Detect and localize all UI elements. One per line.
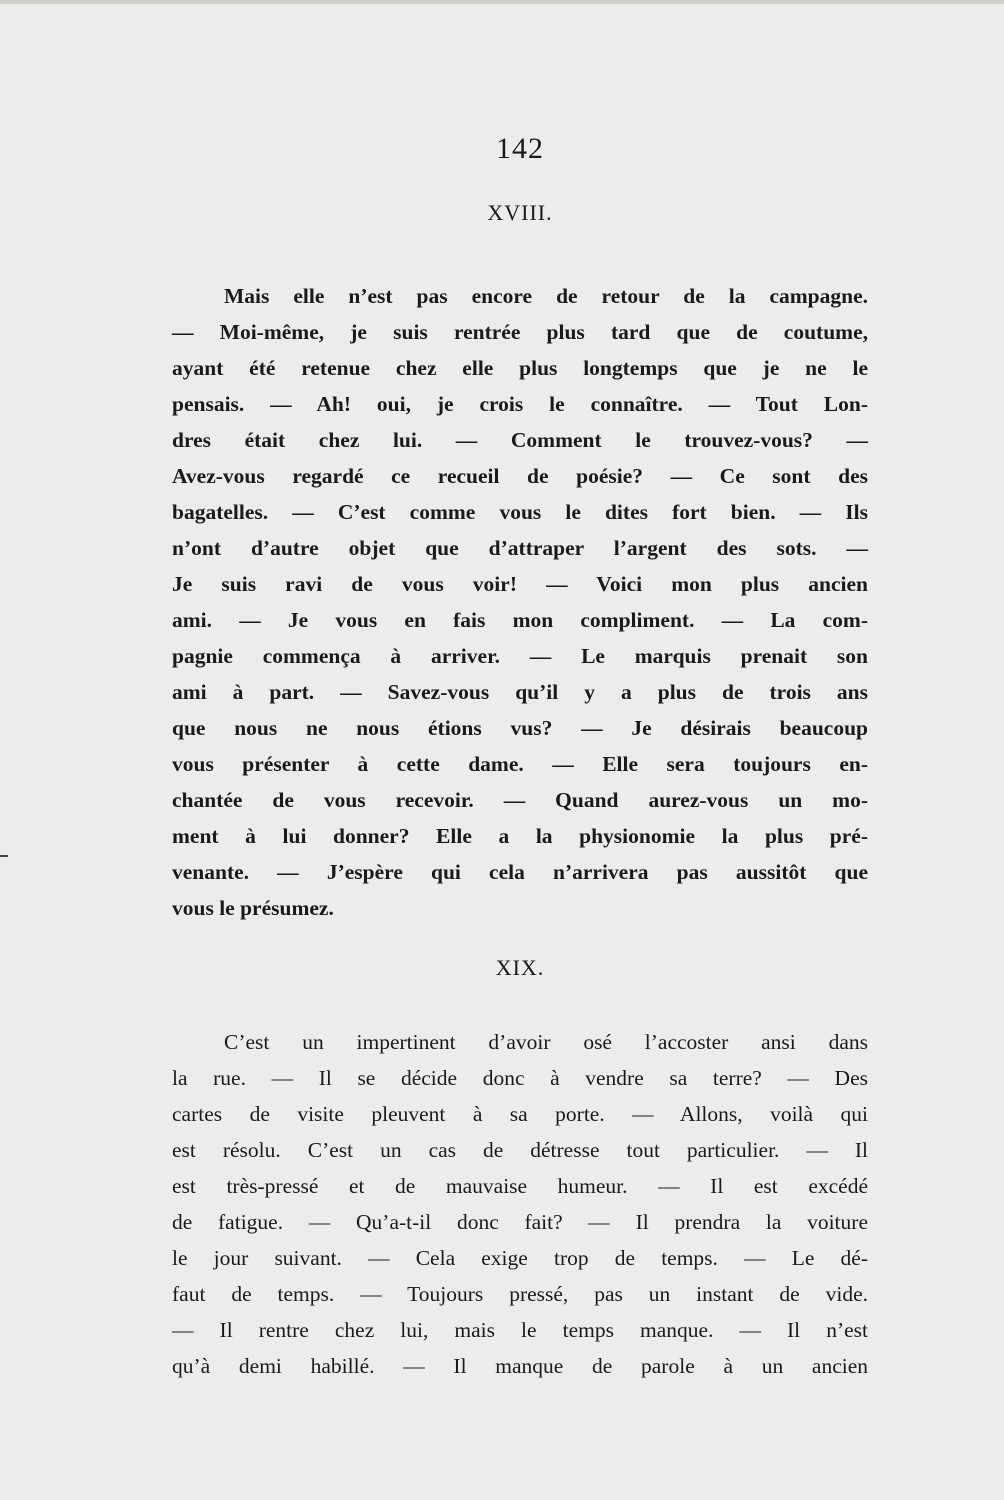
text-line: faut de temps. — Toujours pressé, pas un instant de vide. [172,1282,868,1306]
text-line: chantée de vous recevoir. — Quand aurez-vous un mo- [172,788,868,812]
text-line: cartes de visite pleuvent à sa porte. — Allons, voilà qui [172,1102,868,1126]
section-heading-xix: XIX. [495,955,545,980]
section-heading-xviii: XVIII. [487,200,553,225]
text-line: ment à lui donner? Elle a la physionomie la plus pré- [172,824,868,848]
text-line: Mais elle n’est pas encore de retour de la campagne. [224,284,868,308]
section-xix-text [172,1024,868,1384]
section-xviii-text [172,278,868,926]
text-line: que nous ne nous étions vus? — Je désirais beaucoup [172,716,868,740]
text-line: est résolu. C’est un cas de détresse tout particulier. — Il [172,1138,868,1162]
text-line: ayant été retenue chez elle plus longtemps que je ne le [172,356,868,380]
text-line: dres était chez lui. — Comment le trouvez-vous? — [172,428,868,452]
text-line: — Il rentre chez lui, mais le temps manque. — Il n’est [172,1318,868,1342]
text-line: ami. — Je vous en fais mon compliment. — La com- [172,608,868,632]
text-line: vous présenter à cette dame. — Elle sera toujours en- [172,752,868,776]
text-line: — Moi-même, je suis rentrée plus tard que de coutume, [172,320,868,344]
text-line: venante. — J’espère qui cela n’arrivera pas aussitôt que [172,860,868,884]
text-line: de fatigue. — Qu’a-t-il donc fait? — Il prendra la voiture [172,1210,868,1234]
text-line: ami à part. — Savez-vous qu’il y a plus de trois ans [172,680,868,704]
page-top-edge [0,0,1004,4]
text-line: est très-pressé et de mauvaise humeur. — Il est excédé [172,1174,868,1198]
text-line: pagnie commença à arriver. — Le marquis prenait son [172,644,868,668]
text-line: Avez-vous regardé ce recueil de poésie? — Ce sont des [172,464,868,488]
text-line: Je suis ravi de vous voir! — Voici mon plus ancien [172,572,868,596]
text-line: qu’à demi habillé. — Il manque de parole à un ancien [172,1354,868,1378]
margin-mark [0,855,8,857]
text-line: le jour suivant. — Cela exige trop de temps. — Le dé- [172,1246,868,1270]
text-line: C’est un impertinent d’avoir osé l’accoster ansi dans [224,1030,868,1054]
text-line: vous le présumez. [172,896,334,920]
text-line: pensais. — Ah! oui, je crois le connaître. — Tout Lon- [172,392,868,416]
text-line: n’ont d’autre objet que d’attraper l’argent des sots. — [172,536,868,560]
page-number: 142 [496,132,544,165]
text-line: la rue. — Il se décide donc à vendre sa terre? — Des [172,1066,868,1090]
text-line: bagatelles. — C’est comme vous le dites fort bien. — Ils [172,500,868,524]
